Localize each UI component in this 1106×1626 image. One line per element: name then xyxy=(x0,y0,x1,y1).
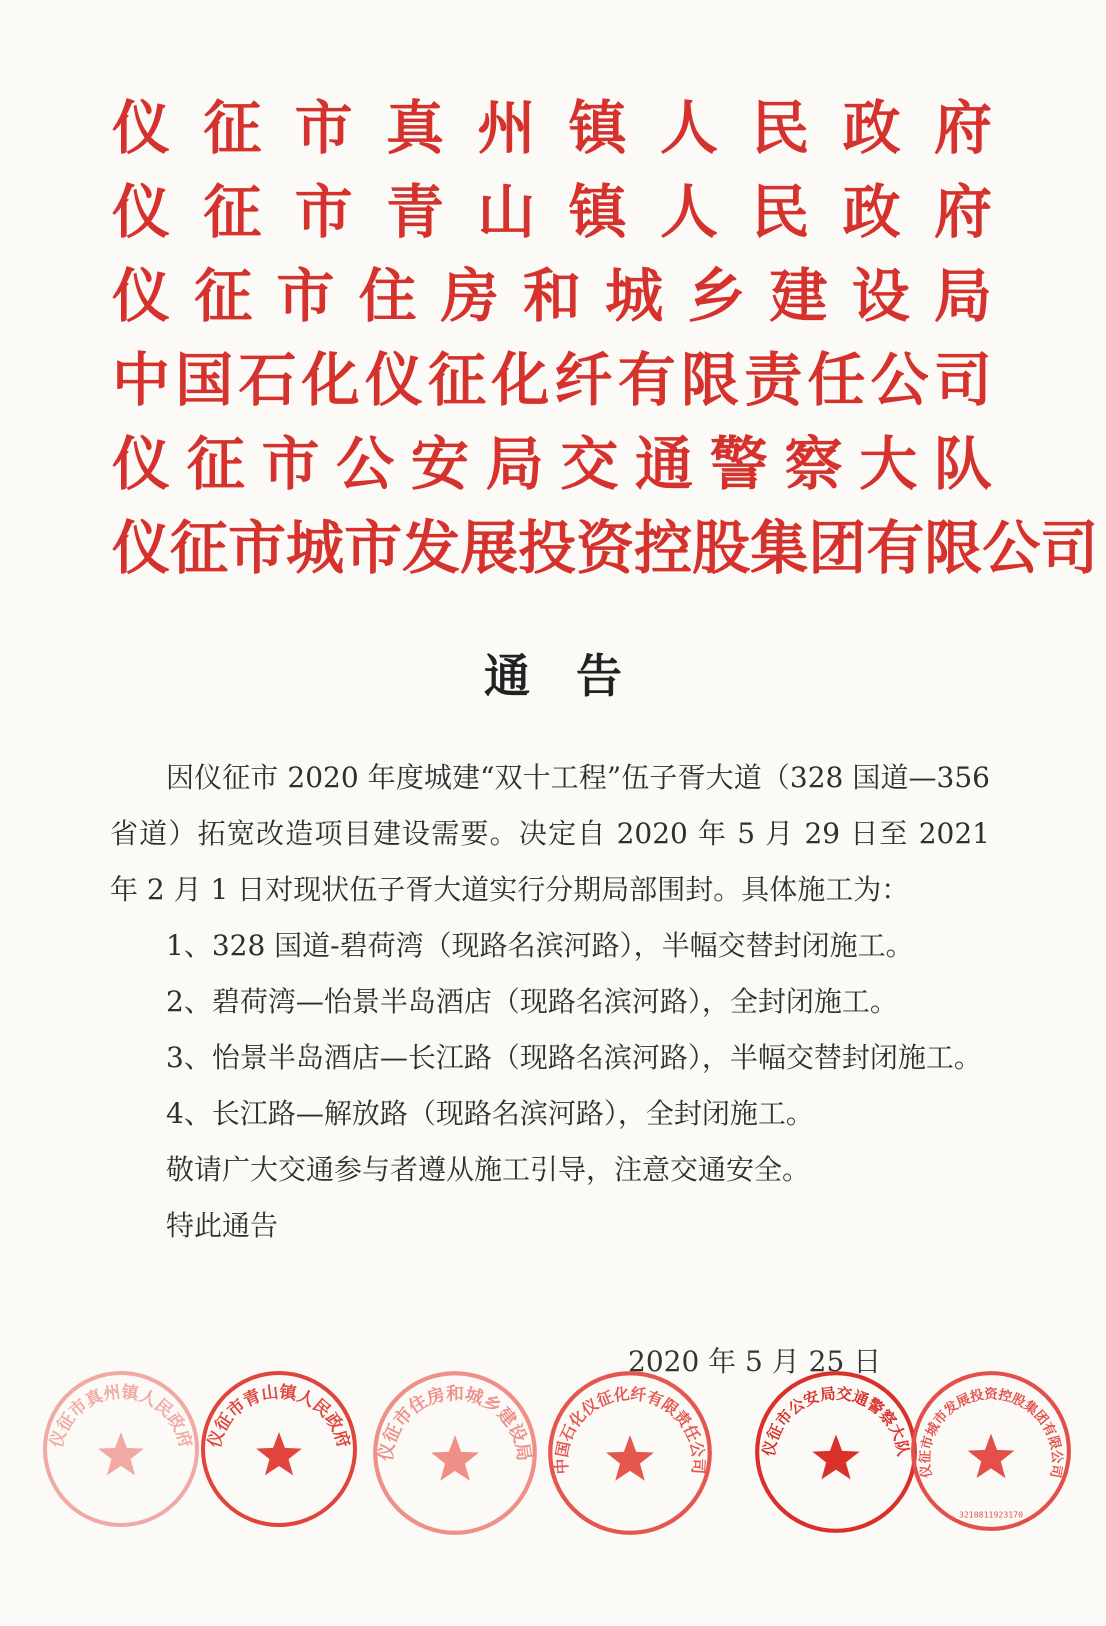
org-char: 中 xyxy=(112,346,171,414)
org-char: 真 xyxy=(385,94,444,162)
org-char: 队 xyxy=(933,430,992,498)
org-char: 征 xyxy=(428,346,487,414)
org-char: 乡 xyxy=(687,262,746,330)
org-char: 公 xyxy=(336,430,395,498)
org-char: 团 xyxy=(808,514,867,582)
notice-body xyxy=(110,750,990,1254)
construction-item-3: 3、怡景半岛酒店—长江路（现路名滨河路），半幅交替封闭施工。 xyxy=(166,1041,982,1074)
org-char: 警 xyxy=(709,430,768,498)
org-char: 资 xyxy=(576,514,635,582)
notice-title: 通告 xyxy=(484,649,668,703)
org-char: 局 xyxy=(933,262,992,330)
org-char: 大 xyxy=(859,430,918,498)
org-char: 仪 xyxy=(112,514,171,582)
construction-item-4: 4、长江路—解放路（现路名滨河路），全封闭施工。 xyxy=(166,1097,814,1130)
construction-item-1: 1、328 国道-碧荷湾（现路名滨河路），半幅交替封闭施工。 xyxy=(166,929,914,962)
seal-star-icon xyxy=(968,1434,1015,1478)
org-char: 展 xyxy=(460,514,519,582)
org-char: 发 xyxy=(402,514,461,582)
org-char: 民 xyxy=(751,94,810,162)
org-line-6 xyxy=(112,506,1099,590)
org-char: 司 xyxy=(933,346,992,414)
org-char: 限 xyxy=(924,514,983,582)
org-char: 石 xyxy=(238,346,297,414)
org-char: 化 xyxy=(301,346,360,414)
org-char: 控 xyxy=(634,514,693,582)
org-char: 交 xyxy=(560,430,619,498)
org-char: 政 xyxy=(842,94,901,162)
org-char: 青 xyxy=(385,178,444,246)
org-char: 征 xyxy=(203,178,262,246)
org-char: 征 xyxy=(186,430,245,498)
org-char: 人 xyxy=(659,94,718,162)
org-char: 征 xyxy=(194,262,253,330)
org-char: 局 xyxy=(485,430,544,498)
org-char: 集 xyxy=(750,514,809,582)
org-char: 政 xyxy=(842,178,901,246)
seal-star-icon xyxy=(812,1434,859,1479)
seal-text: 仪征市城市发展投资控股集团有限公司 xyxy=(918,1387,1064,1479)
org-char: 投 xyxy=(518,514,577,582)
seal-text: 仪征市公安局交通警察大队 xyxy=(759,1384,913,1458)
org-char: 安 xyxy=(410,430,469,498)
seal-text: 仪征市真州镇人民政府 xyxy=(46,1382,196,1451)
official-seals xyxy=(40,1368,1070,1598)
org-char: 房 xyxy=(440,262,499,330)
seal-traffic-police xyxy=(752,1368,920,1536)
org-char: 征 xyxy=(170,514,229,582)
seal-star-icon xyxy=(431,1435,479,1481)
org-char: 仪 xyxy=(112,262,171,330)
issue-date: 2020 年 5 月 25 日 xyxy=(628,1345,882,1378)
org-char: 府 xyxy=(933,178,992,246)
org-char: 山 xyxy=(477,178,536,246)
org-char: 府 xyxy=(933,94,992,162)
org-char: 和 xyxy=(522,262,581,330)
construction-item-2: 2、碧荷湾—怡景半岛酒店（现路名滨河路），全封闭施工。 xyxy=(166,985,898,1018)
org-char: 镇 xyxy=(568,94,627,162)
seal-text: 仪征市青山镇人民政府 xyxy=(204,1382,354,1451)
org-char: 市 xyxy=(294,94,353,162)
org-char: 人 xyxy=(659,178,718,246)
org-char: 公 xyxy=(982,514,1041,582)
org-char: 征 xyxy=(203,94,262,162)
org-line-2 xyxy=(112,170,992,254)
org-char: 建 xyxy=(769,262,828,330)
org-char: 市 xyxy=(344,514,403,582)
seal-star-icon xyxy=(98,1432,144,1475)
org-char: 公 xyxy=(870,346,929,414)
seal-qingshan-town xyxy=(198,1368,360,1530)
seal-housing-bureau xyxy=(370,1368,540,1538)
org-char: 民 xyxy=(751,178,810,246)
org-char: 纤 xyxy=(554,346,613,414)
seal-zhenzhou-town xyxy=(40,1368,202,1530)
org-char: 仪 xyxy=(112,178,171,246)
issuing-organizations xyxy=(112,86,1099,590)
org-line-3 xyxy=(112,254,992,338)
org-char: 仪 xyxy=(112,94,171,162)
seal-star-icon xyxy=(256,1432,302,1475)
org-char: 设 xyxy=(851,262,910,330)
org-char: 市 xyxy=(294,178,353,246)
org-char: 察 xyxy=(784,430,843,498)
org-char: 有 xyxy=(866,514,925,582)
seal-code: 3210811923170 xyxy=(958,1509,1024,1520)
org-char: 仪 xyxy=(364,346,423,414)
org-char: 仪 xyxy=(112,430,171,498)
org-line-5 xyxy=(112,422,992,506)
org-char: 司 xyxy=(1040,514,1099,582)
org-char: 市 xyxy=(228,514,287,582)
intro-paragraph: 因仪征市 2020 年度城建“双十工程”伍子胥大道（328 国道—356 省道）拓宽改造项目建设需要。决定自 2020 年 5 月 29 日至 2021 年 2 月 1 日对现状伍子胥大道实行分期局部围封。具体施工为： xyxy=(110,761,990,906)
closing-phrase: 特此通告 xyxy=(166,1209,279,1242)
seal-sinopec-yizheng xyxy=(545,1368,715,1538)
seal-text: 仪征市住房和城乡建设局 xyxy=(375,1383,535,1463)
org-char: 镇 xyxy=(568,178,627,246)
seal-city-investment-group xyxy=(908,1368,1074,1534)
org-char: 住 xyxy=(358,262,417,330)
org-char: 市 xyxy=(276,262,335,330)
seal-text: 中国石化仪征化纤有限责任公司 xyxy=(551,1383,709,1475)
org-char: 城 xyxy=(605,262,664,330)
org-char: 股 xyxy=(692,514,751,582)
org-char: 城 xyxy=(286,514,345,582)
org-char: 任 xyxy=(807,346,866,414)
seal-star-icon xyxy=(606,1435,654,1481)
org-line-1 xyxy=(112,86,992,170)
org-char: 责 xyxy=(744,346,803,414)
org-char: 市 xyxy=(261,430,320,498)
org-char: 州 xyxy=(477,94,536,162)
safety-reminder: 敬请广大交通参与者遵从施工引导，注意交通安全。 xyxy=(166,1153,811,1186)
org-char: 有 xyxy=(617,346,676,414)
org-line-4 xyxy=(112,338,992,422)
org-char: 限 xyxy=(680,346,739,414)
org-char: 国 xyxy=(175,346,234,414)
org-char: 通 xyxy=(635,430,694,498)
org-char: 化 xyxy=(491,346,550,414)
